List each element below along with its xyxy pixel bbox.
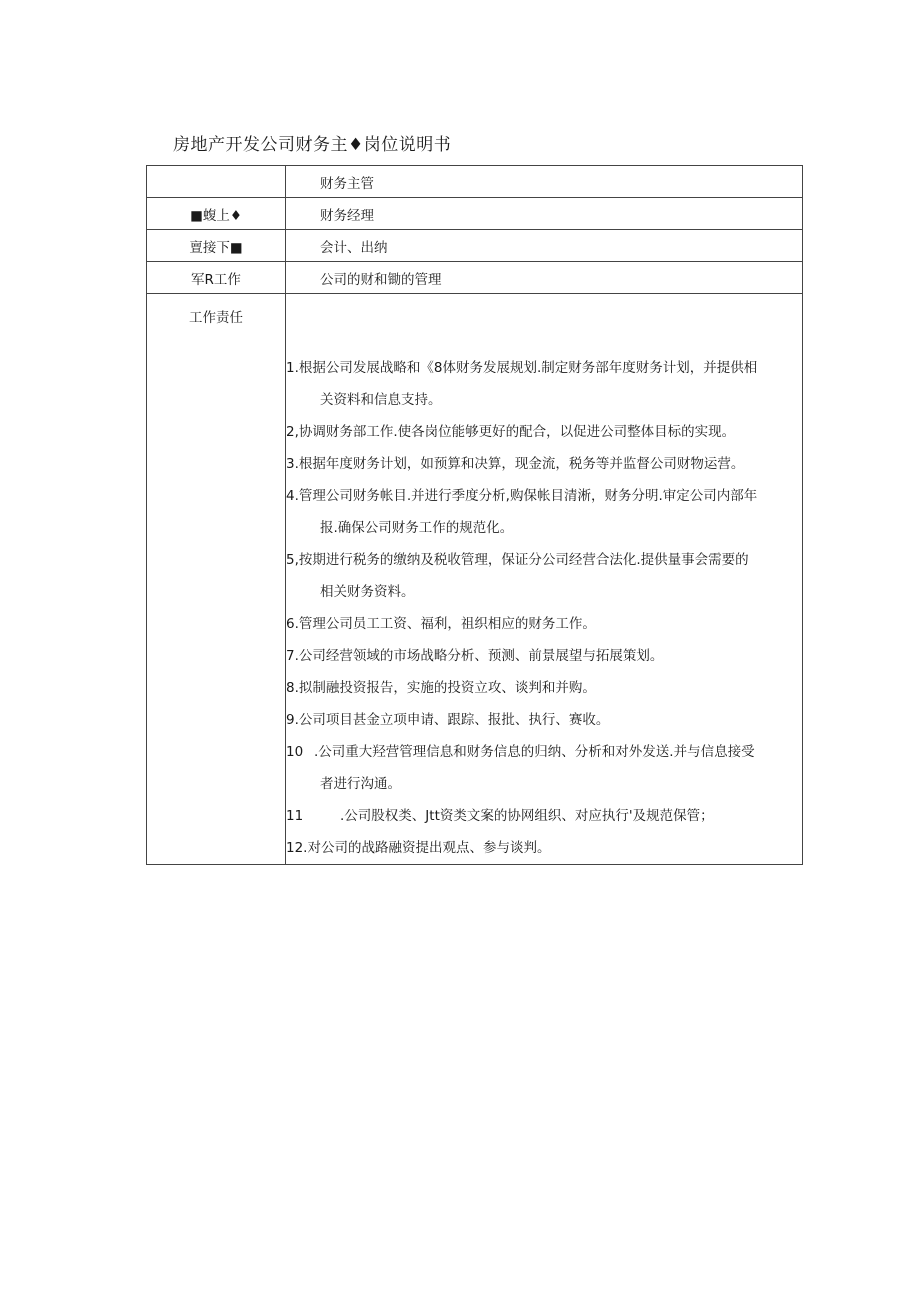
duty-number: 9. bbox=[286, 712, 299, 728]
responsibility-label: 工作责任 bbox=[147, 294, 286, 865]
duty-text: 公司项目甚金立项申请、跟踪、报批、执行、赛收。 bbox=[298, 712, 610, 728]
duty-text: .公司股权类、Jtt资类文案的协网组织、对应执行'及规范保管； bbox=[340, 808, 714, 824]
list-item bbox=[286, 704, 802, 736]
list-item bbox=[286, 480, 802, 544]
list-item bbox=[286, 352, 802, 416]
duty-continuation: 者进行沟通。 bbox=[320, 776, 401, 792]
duty-text: 根据年度财务计划，如预算和决算，现金流，税务等并监督公司财物运营。 bbox=[298, 456, 745, 472]
duty-number: 6. bbox=[286, 616, 299, 632]
responsibility-list-cell bbox=[286, 294, 803, 865]
duty-number: 1. bbox=[286, 360, 299, 376]
list-item bbox=[286, 544, 802, 608]
duty-continuation: 相关财务资料。 bbox=[320, 584, 415, 600]
list-item bbox=[286, 672, 802, 704]
list-item bbox=[286, 800, 802, 832]
duty-text: 根据公司发展战略和《8体财务发展规划.制定财务部年度财务计划，并提供相 bbox=[298, 360, 758, 376]
list-item bbox=[286, 640, 802, 672]
list-item bbox=[286, 416, 802, 448]
duty-list bbox=[286, 352, 802, 864]
duty-number: 7. bbox=[286, 648, 299, 664]
document-title: 房地产开发公司财务主♦岗位说明书 bbox=[173, 135, 452, 155]
table-row bbox=[147, 198, 803, 230]
duty-text: 对公司的战路融资提出观点、参与谈判。 bbox=[307, 840, 551, 856]
direct-subordinate-value: 会计、出纳 bbox=[286, 230, 803, 262]
duty-text: 按期进行税务的缴纳及税收管理，保证分公司经营合法化.提供量事会需要的 bbox=[298, 552, 749, 568]
duty-number: 10 bbox=[286, 744, 304, 760]
duty-continuation: 关资料和信息支持。 bbox=[320, 392, 442, 408]
direct-superior-value: 财务经理 bbox=[286, 198, 803, 230]
list-item bbox=[286, 448, 802, 480]
table-row bbox=[147, 166, 803, 198]
duty-number: 12. bbox=[286, 840, 308, 856]
job-description-table bbox=[146, 165, 803, 865]
duty-text: .公司重大羟营管理信息和财务信息的归纳、分析和对外发送.并与信息接受 bbox=[314, 744, 755, 760]
main-work-value: 公司的财和锄的管理 bbox=[286, 262, 803, 294]
row-label bbox=[147, 166, 286, 198]
table-row bbox=[147, 230, 803, 262]
duty-text: 管理公司员工工资、福利，祖织相应的财务工作。 bbox=[298, 616, 596, 632]
list-item bbox=[286, 832, 802, 864]
list-item bbox=[286, 608, 802, 640]
duty-number: 2, bbox=[286, 424, 299, 440]
duty-text: 管理公司财务帐目.并进行季度分析,购保帐目清淅，财务分明.审定公司内部年 bbox=[298, 488, 758, 504]
duty-number: 4. bbox=[286, 488, 299, 504]
table-row bbox=[147, 294, 803, 865]
position-name-value: 财务主管 bbox=[286, 166, 803, 198]
duty-number: 8. bbox=[286, 680, 299, 696]
duty-text: 公司经营领域的市场战略分析、预测、前景展望与拓展策划。 bbox=[298, 648, 664, 664]
list-item bbox=[286, 736, 802, 800]
duty-number: 5, bbox=[286, 552, 299, 568]
duty-number: 11 bbox=[286, 808, 304, 824]
row-label: 军R工作 bbox=[147, 262, 286, 294]
duty-number: 3. bbox=[286, 456, 299, 472]
row-label: 亶接下■ bbox=[147, 230, 286, 262]
table-row bbox=[147, 262, 803, 294]
duty-text: 协调财务部工作.使各岗位能够更好的配合，以促进公司整体目标的实现。 bbox=[298, 424, 736, 440]
duty-text: 拟制融投资报告，实施的投资立攻、谈判和并购。 bbox=[298, 680, 596, 696]
duty-continuation: 报.确保公司财务工作的规范化。 bbox=[320, 520, 514, 536]
row-label: ■蝮上♦ bbox=[147, 198, 286, 230]
